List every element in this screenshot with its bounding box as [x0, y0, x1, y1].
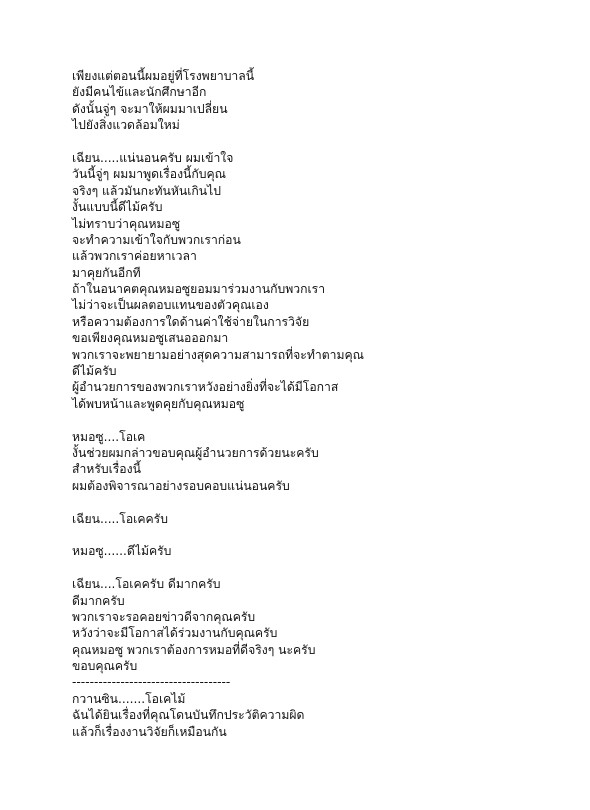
text-line: มาคุยกันอีกที	[72, 265, 141, 280]
text-line: เฉียน.....โอเคครับ	[72, 511, 168, 526]
paragraph-gap	[72, 134, 572, 150]
text-line: หวังว่าจะมีโอกาสได้ร่วมงานกับคุณครับ	[72, 626, 278, 641]
text-line: เฉียน.....แน่นอนครับ ผมเข้าใจ	[72, 150, 234, 165]
text-line: ไม่ว่าจะเป็นผลตอบแทนของตัวคุณเอง	[72, 298, 269, 313]
text-line: เฉียน....โอเคครับ ดีมากครับ	[72, 577, 221, 592]
text-line: ฉันได้ยินเรื่องที่คุณโดนบันทึกประวัติความผิด	[72, 708, 305, 723]
text-line: ถ้าในอนาคตคุณหมอซูยอมมาร่วมงานกับพวกเรา	[72, 282, 326, 297]
text-line: พวกเราจะรอคอยข่าวดีจากคุณครับ	[72, 609, 256, 624]
text-line: แล้วพวกเราค่อยหาเวลา	[72, 249, 197, 264]
text-line: พวกเราจะพยายามอย่างสุดความสามารถที่จะทำตามคุณ	[72, 347, 364, 362]
paragraph-4	[72, 511, 572, 527]
text-line: วันนี้จู่ๆ ผมมาพูดเรื่องนี้กับคุณ	[72, 167, 226, 182]
text-line: ดีไม้ครับ	[72, 364, 117, 379]
paragraph-3	[72, 429, 572, 495]
text-line: ไม่ทราบว่าคุณหมอซู	[72, 216, 181, 231]
text-line: ยังมีคนไข้และนักศึกษาอีก	[72, 85, 207, 100]
text-line: ขอบคุณครับ	[72, 659, 138, 674]
text-line: ไปยังสิ่งแวดล้อมใหม่	[72, 118, 180, 133]
text-line: หรือความต้องการใดด้านค่าใช้จ่ายในการวิจัย	[72, 314, 310, 329]
text-line: งั้นช่วยผมกล่าวขอบคุณผู้อำนวยการด้วยนะครับ	[72, 445, 319, 460]
text-line: ผมต้องพิจารณาอย่างรอบคอบแน่นอนครับ	[72, 478, 290, 493]
paragraph-gap	[72, 527, 572, 543]
paragraph-1	[72, 68, 572, 134]
text-line: ดังนั้นจู่ๆ จะมาให้ผมมาเปลี่ยน	[72, 101, 228, 116]
text-line: เพียงแต่ตอนนี้ผมอยู่ที่โรงพยาบาลนี้	[72, 69, 255, 83]
text-line: งั้นแบบนี้ดีไม้ครับ	[72, 200, 163, 215]
paragraph-5	[72, 543, 572, 559]
paragraph-gap	[72, 560, 572, 576]
document-page	[72, 68, 572, 740]
text-line: จะทำความเข้าใจกับพวกเราก่อน	[72, 232, 241, 247]
text-line: ขอเพียงคุณหมอซูเสนอออกมา	[72, 331, 229, 346]
text-line: หมอซู......ดีไม้ครับ	[72, 544, 172, 559]
text-line: หมอซู....โอเค	[72, 429, 146, 444]
text-line: แล้วก็เรื่องงานวิจัยก็เหมือนกัน	[72, 724, 227, 739]
paragraph-gap	[72, 412, 572, 428]
text-line: กวานซิน.......โอเคไม้	[72, 691, 186, 706]
text-line: จริงๆ แล้วมันกะทันหันเกินไป	[72, 183, 221, 198]
separator-line: ------------------------------------	[72, 675, 231, 690]
text-line: คุณหมอซู พวกเราต้องการหมอที่ดีจริงๆ นะครับ	[72, 642, 316, 657]
paragraph-gap	[72, 494, 572, 510]
text-line: ผู้อำนวยการของพวกเราหวังอย่างยิ่งที่จะได้มีโอกาส	[72, 380, 339, 395]
paragraph-6	[72, 576, 572, 740]
text-line: ได้พบหน้าและพูดคุยกับคุณหมอซู	[72, 396, 245, 411]
paragraph-2	[72, 150, 572, 412]
text-line: สำหรับเรื่องนี้	[72, 462, 141, 477]
text-line: ดีมากครับ	[72, 593, 125, 608]
